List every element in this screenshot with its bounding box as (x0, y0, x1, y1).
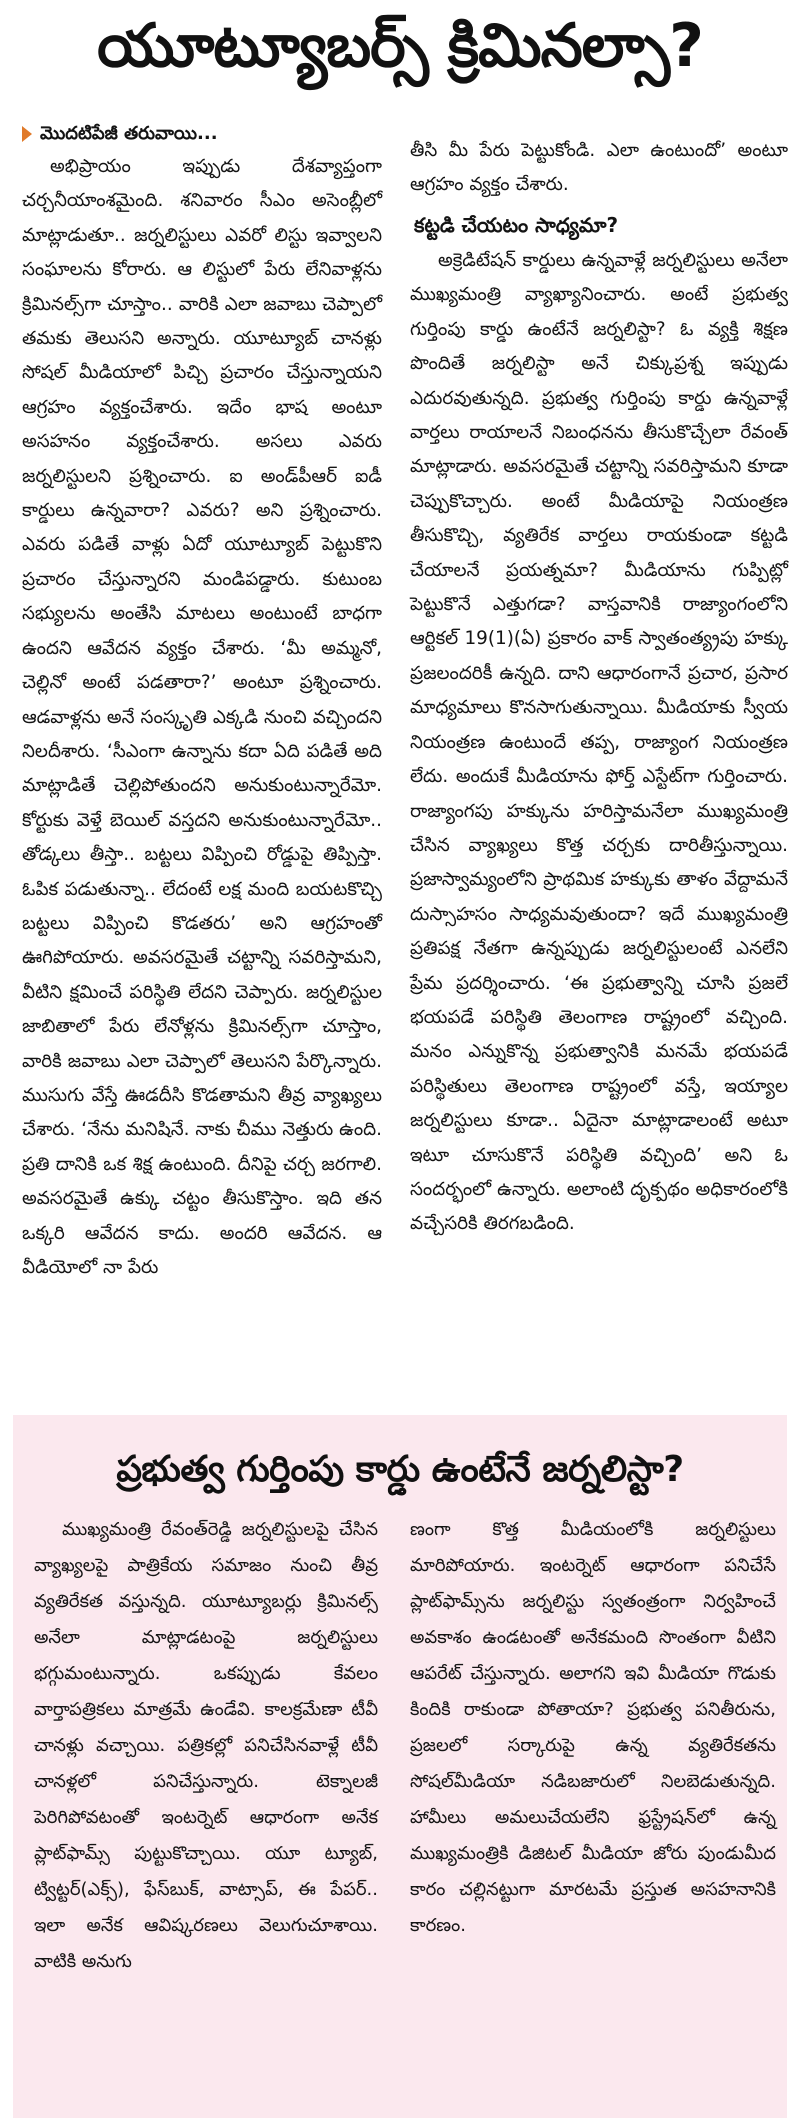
kicker-text: మొదటిపేజీ తరువాయి... (40, 123, 218, 144)
article-paragraph: అక్రెడిటేషన్ కార్డులు ఉన్నవాళ్లే జర్నలిస్టులు అనేలా ముఖ్యమంత్రి వ్యాఖ్యానించారు. అంటే ప్రభుత్వ గుర్తింపు కార్డు ఉంటేనే జర్నలిస్టా? ఓ వ్యక్తి శిక్షణ పొందితే జర్నలిస్టా అనే చిక్కుప్రశ్న ఇప్పుడు ఎదురవుతున్నది. ప్రభుత్వ గుర్తింపు కార్డు ఉన్నవాళ్లే వార్తలు రాయాలనే నిబంధనను తీసుకొచ్చేలా రేవంత్ మాట్లాడారు. అవసరమైతే చట్టాన్ని సవరిస్తామని కూడా చెప్పుకొచ్చారు. అంటే మీడియాపై నియంత్రణ తీసుకొచ్చి, వ్యతిరేక వార్తలు రాయకుండా కట్టడి చేయాలనే ప్రయత్నమా? మీడియాను గుప్పిట్లో పెట్టుకొనే ఎత్తుగడా? వాస్తవానికి రాజ్యాంగంలోని ఆర్టికల్ 19(1)(ఏ) ప్రకారం వాక్ స్వాతంత్య్రపు హక్కు ప్రజలందరికీ ఉన్నది. దాని ఆధారంగానే ప్రచార, ప్రసార మాధ్యమాలు కొనసాగుతున్నాయి. మీడియాకు స్వీయ నియంత్రణ ఉంటుందే తప్ప, రాజ్యాంగ నియంత్రణ లేదు. అందుకే మీడియాను ఫోర్త్ ఎస్టేట్‌గా గుర్తించారు. రాజ్యాంగపు హక్కును హరిస్తామనేలా ముఖ్యమంత్రి చేసిన వ్యాఖ్యలు కొత్త చర్చకు దారితీస్తున్నాయి. ప్రజాస్వామ్యంలోని ప్రాథమిక హక్కుకు తాళం వేద్దామనే దుస్సాహసం సాధ్యమవుతుందా? ఇదే ముఖ్యమంత్రి ప్రతిపక్ష నేతగా ఉన్నప్పుడు జర్నలిస్టులంటే ఎనలేని ప్రేమ ప్రదర్శించారు. ‘ఈ ప్రభుత్వాన్ని చూసి ప్రజలే భయపడే పరిస్థితి తెలంగాణ రాష్ట్రంలో వచ్చింది. మనం ఎన్నుకొన్న ప్రభుత్వానికి మనమే భయపడే పరిస్థితులు తెలంగాణ రాష్ట్రంలో వస్తే, ఇయ్యాల జర్నలిస్టులు కూడా.. ఏదైనా మాట్లాడాలంటే అటూ ఇటూ చూసుకొనే పరిస్థితి వచ్చింది’ అని ఓ సందర్భంలో ఉన్నారు. అలాంటి దృక్పథం అధికారంలోకి వచ్చేసరికి తిరగబడింది. (410, 250, 788, 1235)
sidebar-paragraph: ణంగా కొత్త మీడియంలోకి జర్నలిస్టులు మారిపోయారు. ఇంటర్నెట్ ఆధారంగా పనిచేసే ప్లాట్‌ఫామ్స్‌ను జర్నలిస్టు స్వతంత్రంగా నిర్వహించే అవకాశం ఉండటంతో అనేకమంది సొంతంగా వీటిని ఆపరేట్ చేస్తున్నారు. అలాగని ఇవి మీడియా గొడుకు కిందికి రాకుండా పోతాయా? ప్రభుత్వ పనితీరును, ప్రజలలో సర్కారుపై ఉన్న వ్యతిరేకతను సోషల్‌మీడియా నడిబజారులో నిలబెడుతున్నది. హామీలు అమలుచేయలేని ఫ్రస్ట్రేషన్‌లో ఉన్న ముఖ్యమంత్రికి డిజిటల్ మీడియా జోరు పుండుమీద కారం చల్లినట్టుగా మారటమే ప్రస్తుత అసహనానికి కారణం. (410, 1519, 776, 1936)
sidebar-column-2 (410, 1512, 776, 1944)
chevron-right-icon (22, 126, 32, 142)
sidebar-title: ప్రభుత్వ గుర్తింపు కార్డు ఉంటేనే జర్నలిస్టా? (116, 1449, 684, 1490)
article-column-2-top (410, 134, 788, 203)
article-column-1 (22, 150, 382, 1285)
article-column-2 (410, 244, 788, 1242)
subheading: కట్టడి చేయటం సాధ్యమా? (414, 213, 619, 237)
continued-from-front-page (22, 122, 382, 146)
sidebar-column-1 (34, 1512, 378, 1980)
headline: యూట్యూబర్స్ క్రిమినల్సా? (97, 11, 703, 81)
article-paragraph: అభిప్రాయం ఇప్పుడు దేశవ్యాప్తంగా చర్చనీయాంశమైంది. శనివారం సీఎం అసెంబ్లీలో మాట్లాడుతూ.. జర్నలిస్టులు ఎవరో లిస్టు ఇవ్వాలని సంఘాలను కోరారు. ఆ లిస్టులో పేరు లేనివాళ్లను క్రిమినల్స్‌గా చూస్తాం.. వారికి ఎలా జవాబు చెప్పాలో తమకు తెలుసని అన్నారు. యూట్యూబ్ చానళ్లు సోషల్ మీడియాలో పిచ్చి ప్రచారం చేస్తున్నాయని ఆగ్రహం వ్యక్తంచేశారు. ఇదేం భాష అంటూ అసహనం వ్యక్తంచేశారు. అసలు ఎవరు జర్నలిస్టులని ప్రశ్నించారు. ఐ అండ్‌పీఆర్ ఐడీ కార్డులు ఉన్నవారా? ఎవరు? అని ప్రశ్నించారు. ఎవరు పడితే వాళ్లు ఏదో యూట్యూబ్ పెట్టుకొని ప్రచారం చేస్తున్నారని మండిపడ్డారు. కుటుంబ సభ్యులను అంతేసి మాటలు అంటుంటే బాధగా ఉందని ఆవేదన వ్యక్తం చేశారు. ‘మీ అమ్మనో, చెల్లినో అంటే పడతారా?’ అంటూ ప్రశ్నించారు. ఆడవాళ్లను అనే సంస్కృతి ఎక్కడి నుంచి వచ్చిందని నిలదీశారు. ‘సీఎంగా ఉన్నాను కదా ఏది పడితే అది మాట్లాడితే చెల్లిపోతుందని అనుకుంటున్నారేమో. కోర్టుకు వెళ్తే బెయిల్ వస్తదని అనుకుంటున్నారేమో.. తోడ్కలు తీస్తా.. బట్టలు విప్పించి రోడ్డుపై తిప్పిస్తా. ఓపిక పడుతున్నా.. లేదంటే లక్ష మంది బయటకొచ్చి బట్టలు విప్పించి కొడతరు’ అని ఆగ్రహంతో ఊగిపోయారు. అవసరమైతే చట్టాన్ని సవరిస్తామని, వీటిని క్షమించే పరిస్థితి లేదని చెప్పారు. జర్నలిస్టుల జాబితాలో పేరు లేనోళ్లను క్రిమినల్స్‌గా చూస్తాం, వారికి జవాబు ఎలా చెప్పాలో తెలుసని పేర్కొన్నారు. ముసుగు వేస్తే ఊడదీసి కొడతామని తీవ్ర వ్యాఖ్యలు చేశారు. ‘నేను మనిషినే. నాకు చీము నెత్తురు ఉంది. ప్రతి దానికి ఒక శిక్ష ఉంటుంది. దీనిపై చర్చ జరగాలి. అవసరమైతే ఉక్కు చట్టం తీసుకొస్తాం. ఇది తన ఒక్కరి ఆవేదన కాదు. అందరి ఆవేదన. ఆ వీడియోలో నా పేరు (22, 156, 382, 1278)
article-paragraph-continued: తీసి మీ పేరు పెట్టుకోండి. ఎలా ఉంటుందో’ అంటూ ఆగ్రహం వ్యక్తం చేశారు. (410, 140, 788, 196)
sidebar-paragraph: ముఖ్యమంత్రి రేవంత్‌రెడ్డి జర్నలిస్టులపై చేసిన వ్యాఖ్యలపై పాత్రికేయ సమాజం నుంచి తీవ్ర వ్యతిరేకత వస్తున్నది. యూట్యూబర్లు క్రిమినల్స్ అనేలా మాట్లాడటంపై జర్నలిస్టులు భగ్గుమంటున్నారు. ఒకప్పుడు కేవలం వార్తాపత్రికలు మాత్రమే ఉండేవి. కాలక్రమేణా టీవీ చానళ్లు వచ్చాయి. పత్రికల్లో పనిచేసినవాళ్లే టీవీ చానళ్లలో పనిచేస్తున్నారు. టెక్నాలజీ పెరిగిపోవటంతో ఇంటర్నెట్ ఆధారంగా అనేక ప్లాట్‌ఫామ్స్ పుట్టుకొచ్చాయి. యూ ట్యూబ్, ట్విట్టర్(ఎక్స్), ఫేస్‌బుక్, వాట్సాప్, ఈ పేపర్.. ఇలా అనేక ఆవిష్కరణలు వెలుగుచూశాయి. వాటికి అనుగు (34, 1519, 378, 1972)
